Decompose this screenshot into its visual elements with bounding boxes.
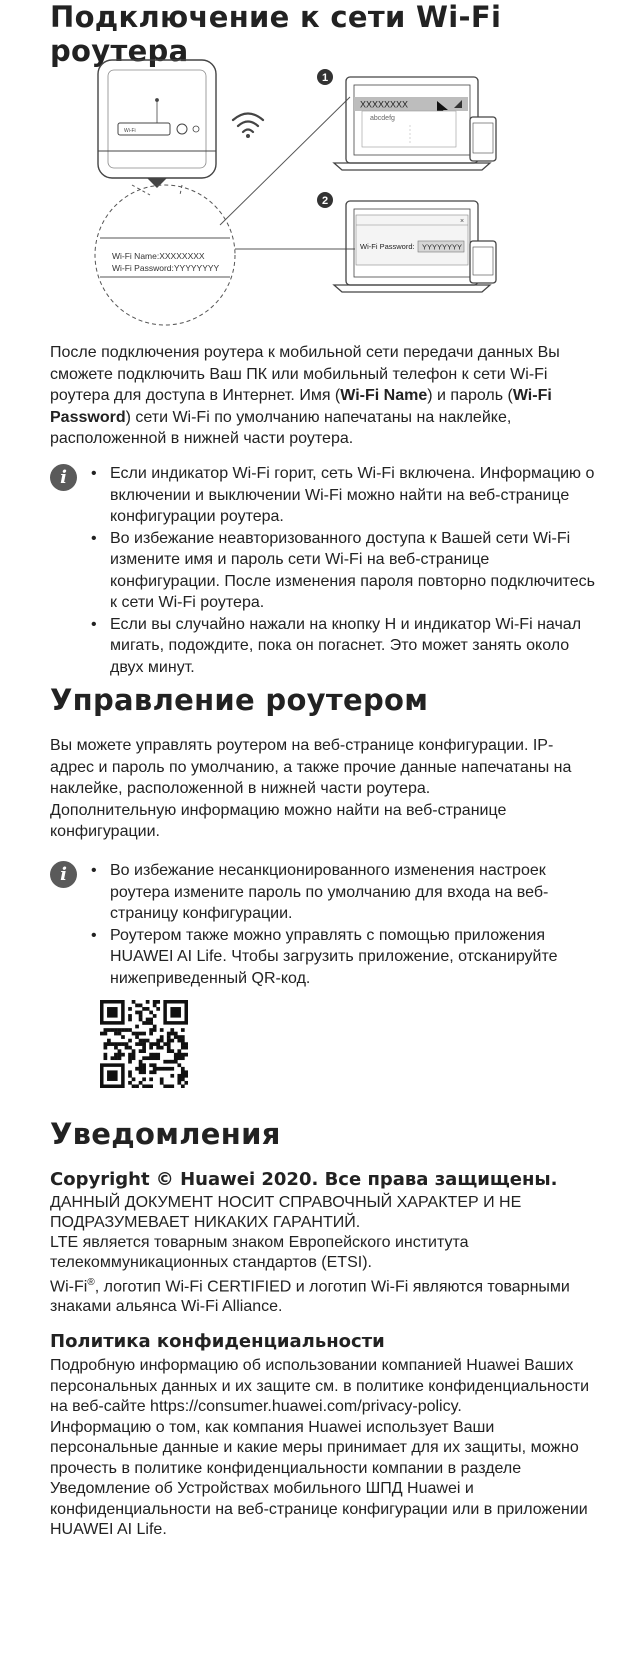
list-item: • Во избежание неавторизованного доступа к Вашей сети Wi-Fi измените имя и пароль сети Wi-Fi на веб-странице конфигурации. После изменения пароля повторно подключитесь к сети Wi-Fi роутера. bbox=[110, 528, 600, 614]
router-management-paragraph: Вы можете управлять роутером на веб-странице конфигурации. IP-адрес и пароль по умолчанию, а также прочие данные напечатаны на наклейке, расположенной в нижней части роутера. Дополнительную информацию можно найти на веб-странице конфигурации. bbox=[50, 737, 572, 840]
password-field-label: Wi-Fi Password: bbox=[360, 242, 415, 251]
step1-number: 1 bbox=[321, 72, 329, 84]
qr-code[interactable] bbox=[100, 1000, 188, 1088]
list-item: • Если индикатор Wi-Fi горит, сеть Wi-Fi включена. Информацию о включении и выключении Wi-Fi можно найти на веб-странице конфигурации роутера. bbox=[110, 463, 600, 528]
notices-paragraph: ДАННЫЙ ДОКУМЕНТ НОСИТ СПРАВОЧНЫЙ ХАРАКТЕР И НЕ ПОДРАЗУМЕВАЕТ НИКАКИХ ГАРАНТИЙ. LTE является товарным знаком Европейского института телекоммуникационных стандартов (ETSI). Wi-Fi®, логотип Wi-Fi CERTIFIED и логотип Wi-Fi являются товарными знаками альянса Wi-Fi Alliance. bbox=[50, 1194, 570, 1316]
list-item: • Роутером также можно управлять с помощью приложения HUAWEI AI Life. Чтобы загрузить приложение, отсканируйте нижеприведенный QR-код. bbox=[110, 925, 600, 990]
label-wifi-password: Wi-Fi Password:YYYYYYYY bbox=[112, 263, 220, 273]
list-item: • Во избежание несанкционированного изменения настроек роутера измените пароль по умолчанию для входа на веб-страницу конфигурации. bbox=[110, 860, 600, 925]
ssid-text: XXXXXXXX bbox=[360, 99, 409, 110]
dialog-close-icon: × bbox=[460, 218, 465, 225]
info-icon: i bbox=[50, 464, 77, 491]
wifi-name-term: Wi-Fi Name bbox=[340, 387, 428, 404]
router-illustration bbox=[98, 60, 216, 187]
list-item: • Если вы случайно нажали на кнопку H и индикатор Wi-Fi начал мигать, подождите, пока он погаснет. Это может занять около двух минут. bbox=[110, 614, 600, 679]
section-title-wifi: Подключение к сети Wi-Fi роутера bbox=[50, 0, 502, 68]
privacy-paragraph: Подробную информацию об использовании компанией Huawei Ваших персональных данных и их защите см. в политике конфиденциальности на веб-сайте https://consumer.huawei.com/privacy-policy. Информацию о том, как компания Huawei использует Ваши персональные данные и какие меры принимает для их защиты, можно прочесть в политике конфиденциальности компании в разделе Уведомление об Устройствах мобильного ШПД Huawei и конфиденциальности на веб-странице конфигурации или в приложении HUAWEI AI Life. bbox=[50, 1357, 590, 1538]
info-icon: i bbox=[50, 861, 77, 888]
step2-number: 2 bbox=[321, 195, 329, 207]
router-button-label: Wi-Fi bbox=[124, 128, 136, 134]
dialog-box bbox=[356, 215, 468, 265]
connector-lines bbox=[220, 97, 355, 249]
other-network-text: abcdefg bbox=[370, 115, 395, 122]
copyright-heading: Copyright © Huawei 2020. Все права защищены. bbox=[50, 1169, 558, 1190]
section-title-router-management: Управление роутером bbox=[50, 683, 429, 717]
privacy-heading: Политика конфиденциальности bbox=[50, 1331, 385, 1352]
wifi-intro-paragraph: После подключения роутера к мобильной сети передачи данных Вы сможете подключить Ваш ПК или мобильный телефон к сети Wi-Fi роутера для доступа в Интернет. Имя (Wi-Fi Name) и пароль (Wi-Fi Password) сети Wi-Fi по умолчанию напечатаны на наклейке, расположенной в нижней части роутера. bbox=[50, 344, 560, 447]
wifi-connection-diagram bbox=[90, 55, 590, 345]
section-title-notices: Уведомления bbox=[50, 1117, 281, 1151]
router-notes-list bbox=[110, 860, 600, 989]
password-field-value: YYYYYYYY bbox=[422, 242, 463, 252]
wifi-signal-icon bbox=[233, 114, 263, 139]
wifi-notes-list bbox=[110, 463, 600, 678]
label-wifi-name: Wi-Fi Name:XXXXXXXX bbox=[112, 251, 205, 261]
wifi-password-term: Wi-Fi Password bbox=[50, 387, 552, 426]
